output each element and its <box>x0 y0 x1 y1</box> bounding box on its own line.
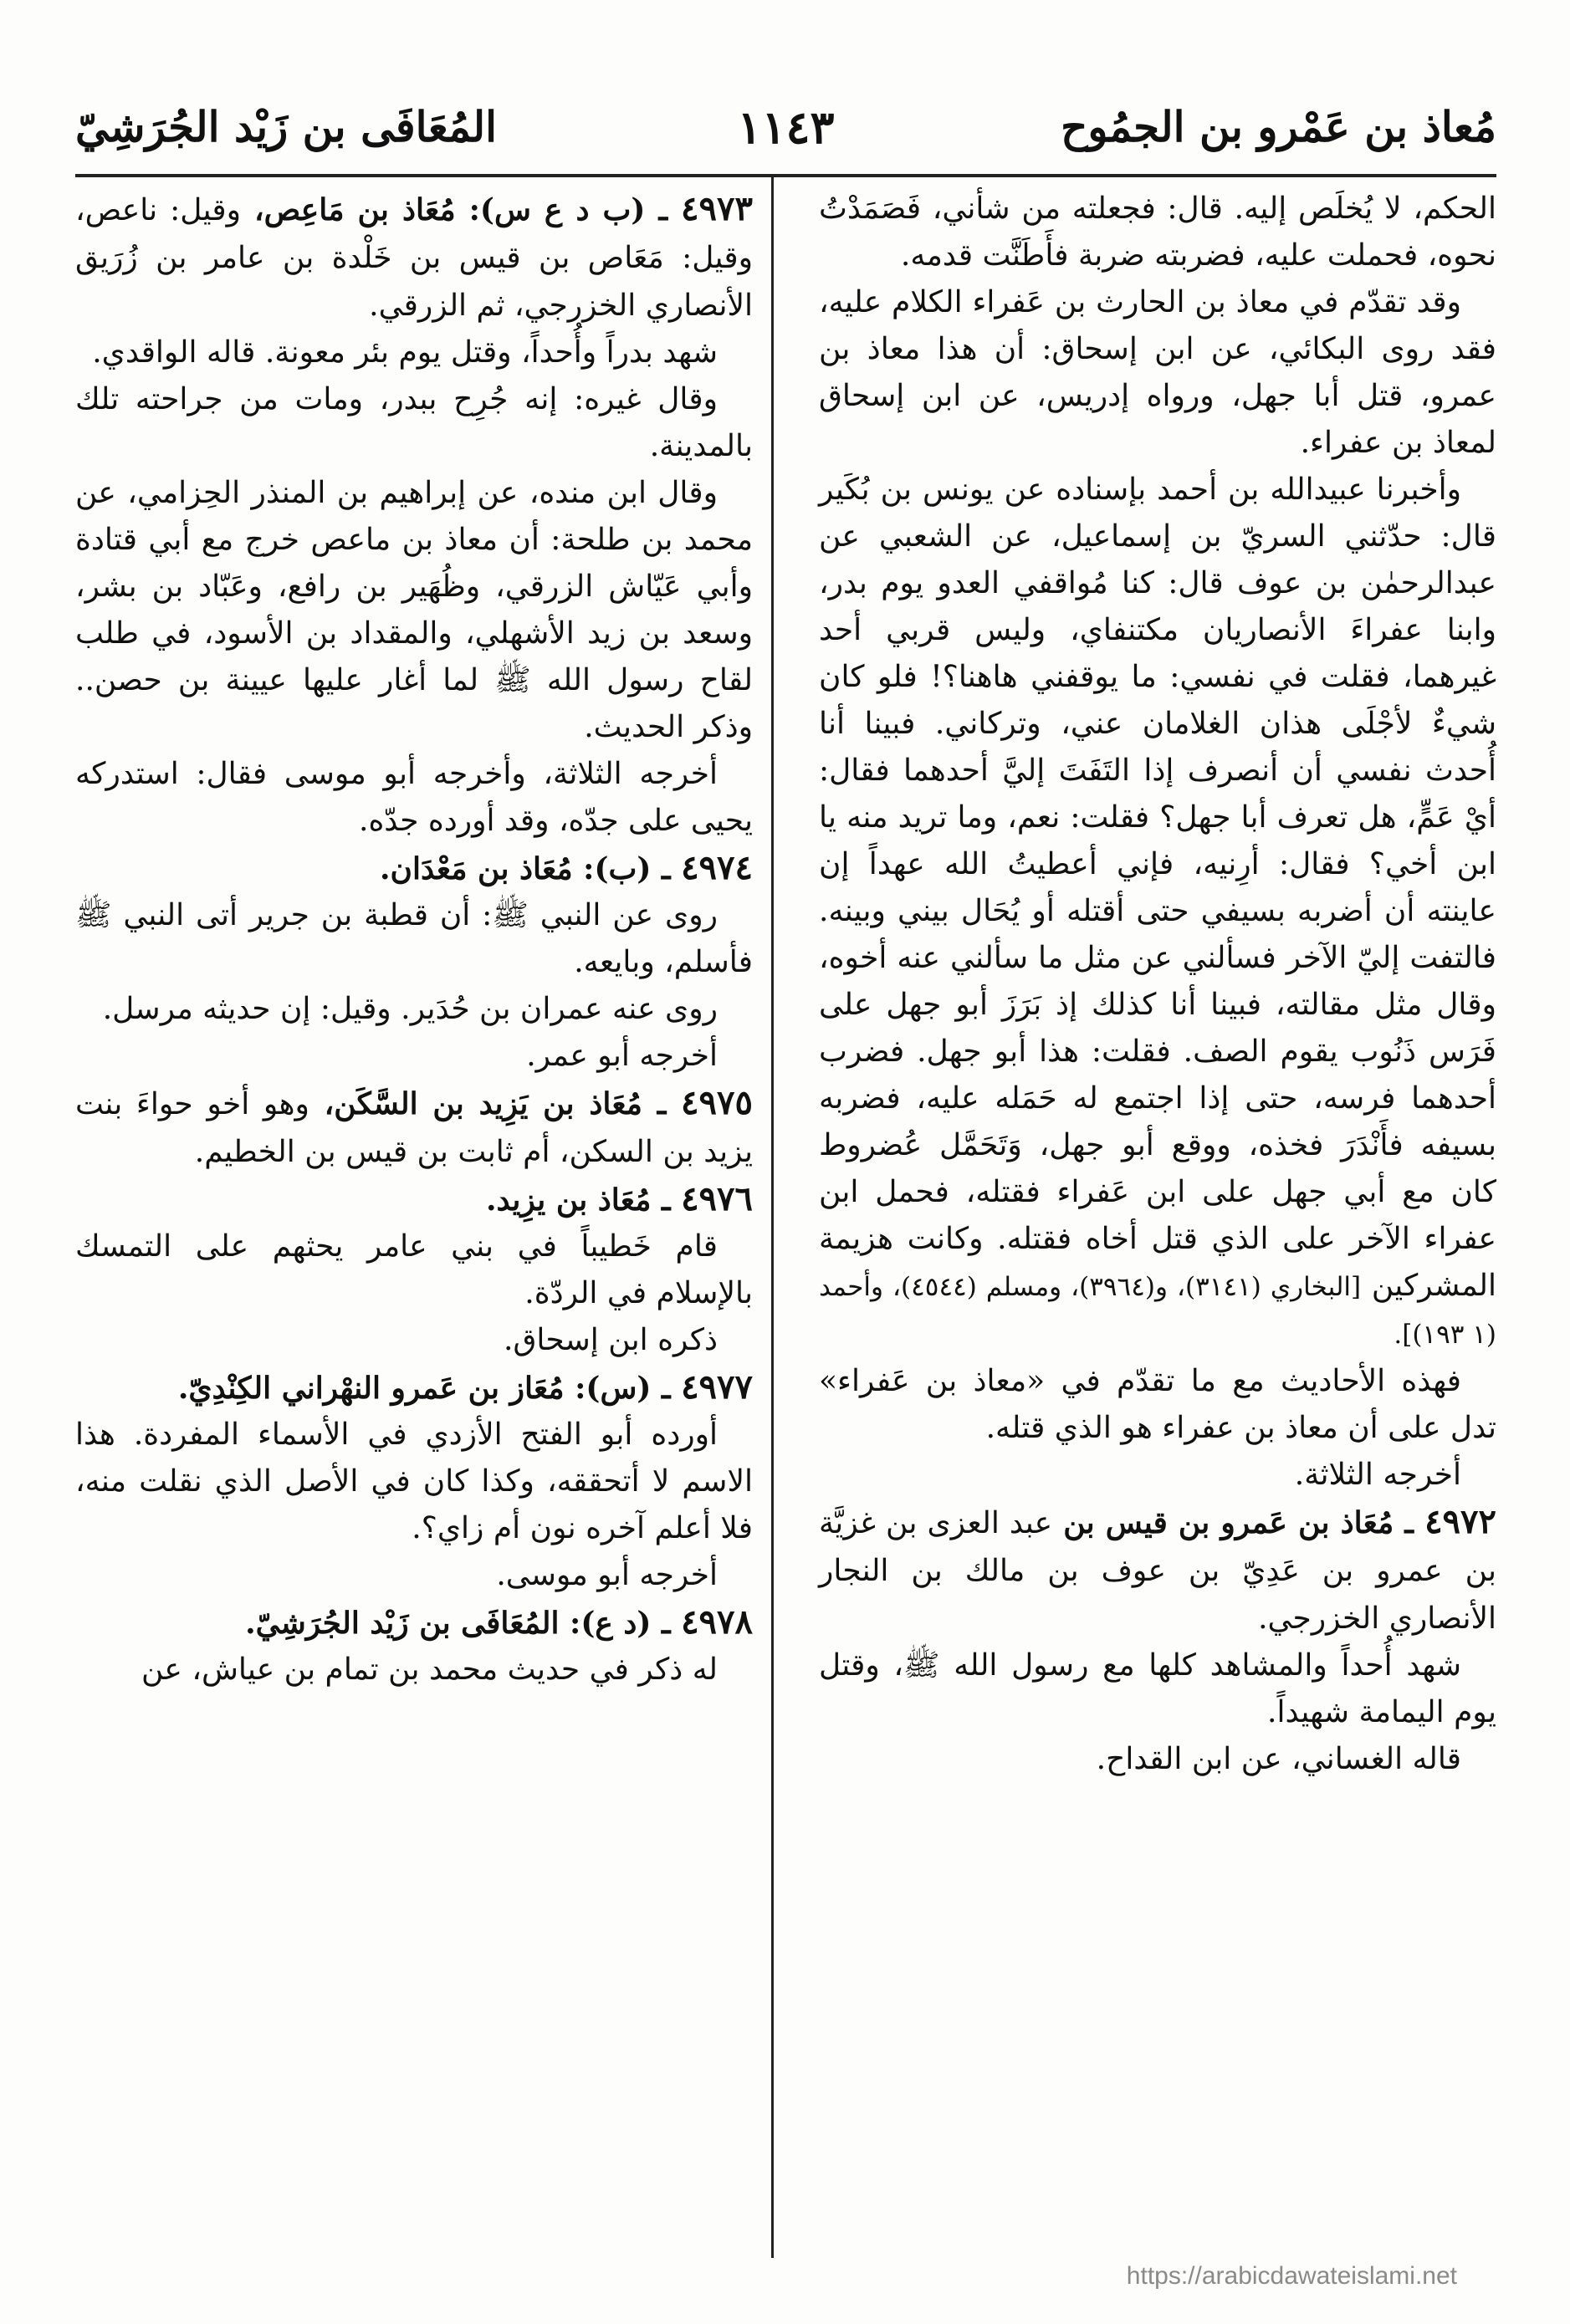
entry-number: ٤٩٧٥ <box>681 1083 753 1122</box>
header-right-title: مُعاذ بن عَمْرو بن الجمُوح <box>1061 102 1496 151</box>
entry-name: (ب د ع س): مُعَاذ بن مَاعِص، <box>254 192 646 227</box>
entry-name: مُعَاذ بن يَزِيد بن السَّكَن، <box>324 1086 642 1121</box>
paragraph: وقد تقدّم في معاذ بن الحارث بن عَفراء الكلام عليه، فقد روى البكائي، عن ابن إسحاق: أن هذا معاذ بن عمرو، قتل أبا جهل، ورواه إدريس، عن ابن إسحاق لمعاذ بن عفراء. <box>819 285 1496 460</box>
paragraph: أخرجه الثلاثة. <box>1294 1458 1461 1492</box>
entry-name: (د ع): المُعَافَى بن زَيْد الجُرَشِيّ. <box>245 1606 652 1641</box>
paragraph: الحكم، لا يُخلَص إليه. قال: فجعلته من شأني، فَصَمَدْتُ نحوه، فحملت عليه، فضربته ضربة فأَطَنَّت قدمه. <box>819 192 1496 273</box>
paragraph: فهذه الأحاديث مع ما تقدّم في «معاذ بن عَفراء» تدل على أن معاذ بن عفراء هو الذي قتله. <box>819 1364 1496 1445</box>
paragraph: أخرجه أبو عمر. <box>526 1039 718 1073</box>
running-header <box>75 94 1496 161</box>
entry-text: وهو أخو حواءَ بنت يزيد بن السكن، أم ثابت بن قيس بن الخطيم. <box>75 1087 753 1169</box>
entry-4974: ٤٩٧٤ ـ (ب): مُعَاذ بن مَعْدَان. <box>379 848 753 887</box>
paragraph: أخرجه الثلاثة، وأخرجه أبو موسى فقال: استدركه يحيى على جدّه، وقد أورده جدّه. <box>75 757 753 838</box>
paragraph: ذكره ابن إسحاق. <box>504 1323 718 1357</box>
paragraph: روى عنه عمران بن حُدَير. وقيل: إن حديثه مرسل. <box>102 992 718 1026</box>
entry-name: (ب): مُعَاذ بن مَعْدَان. <box>379 851 652 886</box>
entry-name: (س): مُعَاز بن عَمرو النهْراني <box>281 1371 652 1406</box>
entry-4976: ٤٩٧٦ ـ مُعَاذ بن يزِيد. <box>485 1179 753 1218</box>
entry-number: ٤٩٧٤ <box>681 848 753 887</box>
entry-name: مُعَاذ بن يزِيد. <box>485 1182 652 1218</box>
page-number: ١١٤٣ <box>737 100 835 154</box>
entry-4978: ٤٩٧٨ ـ (د ع): المُعَافَى بن زَيْد الجُرَشِيّ. <box>245 1602 753 1642</box>
paragraph: أورده أبو الفتح الأزدي في الأسماء المفردة. هذا الاسم لا أتحققه، وكذا كان في الأصل الذي نقلت منه، فلا أعلم آخره نون أم زاي؟. <box>75 1417 753 1545</box>
entry-4977: ٤٩٧٧ ـ (س): مُعَاز بن عَمرو النهْراني الكِنْدِيّ. <box>177 1367 753 1407</box>
entry-4975: ٤٩٧٥ ـ مُعَاذ بن يَزِيد بن السَّكَن، وهو أخو حواءَ بنت يزيد بن السكن، أم ثابت بن قيس بن الخطيم. <box>75 1083 753 1169</box>
right-column <box>819 186 1496 1783</box>
entry-number: ٤٩٧٣ <box>681 189 753 228</box>
paragraph: شهد أُحداً والمشاهد كلها مع رسول الله ﷺ، وقتل يوم اليمامة شهيداً. <box>819 1648 1496 1729</box>
entry-text: الكِنْدِيّ. <box>177 1371 272 1406</box>
entry-text: عبد العزى بن غزيَّة بن عمرو بن عَدِيّ بن عوف بن مالك بن النجار الأنصاري الخزرجي. <box>819 1506 1496 1636</box>
left-column <box>75 186 753 1693</box>
citation-note: [البخاري (٣١٤١)، و(٣٩٦٤)، ومسلم (٤٥٤٤)، وأحمد (١ ١٩٣)]. <box>819 1272 1496 1350</box>
entry-text: وقيل: ناعص، وقيل: مَعَاص بن قيس بن خَلْدة بن عامر بن زُرَيق الأنصاري الخزرجي، ثم الزرقي. <box>75 193 753 323</box>
paragraph: وقال ابن منده، عن إبراهيم بن المنذر الحِزامي، عن محمد بن طلحة: أن معاذ بن ماعص خرج مع أبي قتادة وأبي عَيّاش الزرقي، وظُهَير بن رافع، وعَبّاد بن بشر، وسعد بن زيد الأشهلي، والمقداد بن الأسود، في طلب لقاح رسول الله ﷺ لما أغار عليها عيينة بن حصن.. وذكر الحديث. <box>75 476 753 744</box>
entry-name: مُعَاذ بن عَمرو بن قيس بن <box>1063 1505 1394 1540</box>
header-divider <box>75 174 1496 177</box>
paragraph: روى عن النبي ﷺ: أن قطبة بن جرير أتى النبي ﷺ فأسلم، وبايعه. <box>75 898 753 979</box>
entry-4972: ٤٩٧٢ ـ مُعَاذ بن عَمرو بن قيس بن عبد العزى بن غزيَّة بن عمرو بن عَدِيّ بن عوف بن مالك بن النجار الأنصاري الخزرجي. <box>819 1502 1496 1636</box>
entry-4973: ٤٩٧٣ ـ (ب د ع س): مُعَاذ بن مَاعِص، وقيل: ناعص، وقيل: مَعَاص بن قيس بن خَلْدة بن عامر بن زُرَيق الأنصاري الخزرجي، ثم الزرقي. <box>75 189 753 323</box>
entry-number: ٤٩٧٧ <box>681 1367 753 1407</box>
entry-number: ٤٩٧٦ <box>681 1179 753 1218</box>
paragraph: قاله الغساني، عن ابن القداح. <box>1096 1742 1461 1776</box>
paragraph <box>819 467 1496 1358</box>
paragraph: أخرجه أبو موسى. <box>496 1558 718 1592</box>
paragraph: شهد بدراً وأُحداً، وقتل يوم بئر معونة. قاله الواقدي. <box>92 335 718 370</box>
paragraph: وقال غيره: إنه جُرِح ببدر، ومات من جراحته تلك بالمدينة. <box>75 382 753 463</box>
column-divider <box>771 177 774 2258</box>
paragraph: له ذكر في حديث محمد بن تمام بن عياش، عن <box>141 1652 718 1687</box>
entry-number: ٤٩٧٢ <box>1424 1502 1496 1541</box>
paragraph-text: وأخبرنا عبيدالله بن أحمد بإسناده عن يونس بن بُكَير قال: حدّثني السريّ بن إسماعيل، عن الشعبي عن عبدالرحمٰن بن عوف قال: كنا مُواقفي العدو يوم بدر، وابنا عفراءَ الأنصاريان مكتنفاي، وليس قربي أحد غيرهما، فقلت في نفسي: ما يوقفني هاهنا؟! فلو كان شيءٌ لأجْلَى هذان الغلامان عني، وتركاني. فبينا أنا أُحدث نفسي أن أنصرف إذا التَفَتَ إليَّ أحدهما فقال: أيْ عَمٍّ، هل تعرف أبا جهل؟ فقلت: نعم، وما تريد منه يا ابن أخي؟ فقال: أرِنيه، فإني أعطيتُ الله عهداً إن عاينته أن أضربه بسيفي حتى أقتله أو يُحَال بيني وبينه. فالتفت إليّ الآخر فسألني عن مثل ما سألني عنه أخوه، وقال مثل مقالته، فبينا أنا كذلك إذ بَرَزَ أبو جهل على فَرَس ذَنُوب يقوم الصف. فقلت: هذا أبو جهل. فضرب أحدهما فرسه، حتى إذا اجتمع له حَمَله عليه، فضربه بسيفه فأَنْدَرَ فخذه، ووقع أبو جهل، وَتَحَمَّل عُضروط كان مع أبي جهل على ابن عَفراء فقتله، فحمل ابن عفراء الآخر على الذي قتل أخاه فقتله. وكانت هزيمة المشركين <box>819 472 1496 1303</box>
entry-number: ٤٩٧٨ <box>681 1602 753 1642</box>
watermark-url: https://arabicdawateislami.net <box>1126 2262 1457 2290</box>
paragraph: قام خَطيباً في بني عامر يحثهم على التمسك بالإسلام في الردّة. <box>75 1229 753 1310</box>
header-left-title: المُعَافَى بن زَيْد الجُرَشِيّ <box>75 102 498 151</box>
